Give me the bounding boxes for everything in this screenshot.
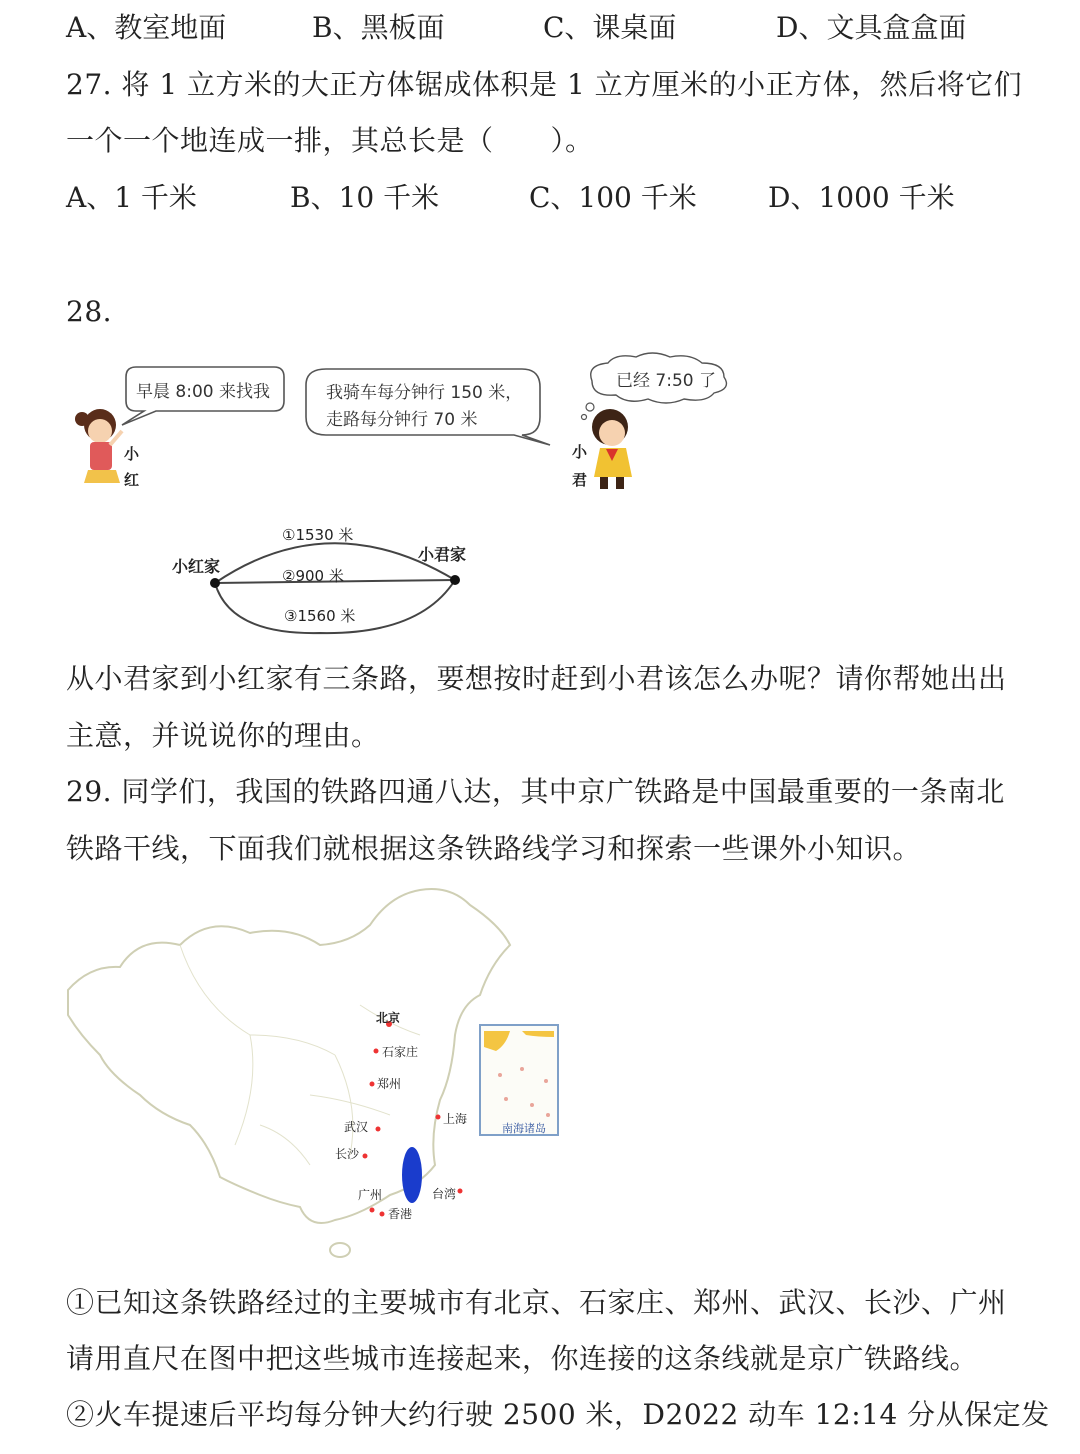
- q26-option-b: B、黑板面: [312, 11, 445, 44]
- q28-question-line2: 主意，并说说你的理由。: [66, 719, 380, 752]
- q27-option-d: D、1000 千米: [768, 181, 955, 214]
- q27-option-b: B、10 千米: [290, 181, 440, 214]
- q27-stem-line1: 27. 将 1 立方米的大正方体锯成体积是 1 立方厘米的小正方体，然后将它们: [66, 68, 1023, 101]
- city-zhengzhou: 郑州: [377, 1077, 402, 1091]
- q26-option-c: C、课桌面: [543, 11, 677, 44]
- fujian-highlight: [402, 1147, 422, 1203]
- city-shijiazhuang: 石家庄: [382, 1045, 419, 1059]
- map-outline: [68, 889, 510, 1223]
- home-jun-label: 小君家: [418, 545, 467, 564]
- bubble-hong-text: 早晨 8:00 来找我: [136, 382, 270, 402]
- q27-stem-line2: 一个一个地连成一排，其总长是（ ）。: [66, 124, 594, 157]
- name-jun-2: 君: [572, 471, 588, 489]
- city-taiwan: 台湾: [432, 1187, 457, 1201]
- city-changsha: 长沙: [335, 1147, 360, 1161]
- home-hong-label: 小红家: [172, 557, 221, 576]
- route-2-label: ②900 米: [282, 567, 344, 585]
- q26-option-d: D、文具盒盒面: [776, 11, 967, 44]
- xiaohong-figure: [75, 409, 122, 483]
- q27-option-c: C、100 千米: [529, 181, 697, 214]
- city-guangzhou: 广州: [358, 1188, 383, 1202]
- route-3-label: ③1560 米: [284, 607, 356, 625]
- city-shanghai: 上海: [443, 1112, 468, 1126]
- name-jun-1: 小: [572, 443, 588, 461]
- bubble-speed-line1: 我骑车每分钟行 150 米，: [326, 383, 523, 403]
- home-jun-dot: [450, 575, 460, 585]
- q29-stem-line1: 29. 同学们，我国的铁路四通八达，其中京广铁路是中国最重要的一条南北: [66, 775, 1005, 808]
- city-beijing: 北京: [376, 1011, 401, 1025]
- city-wuhan: 武汉: [344, 1120, 369, 1134]
- home-hong-dot: [210, 578, 220, 588]
- q28-illustration: [60, 345, 760, 645]
- city-xianggang: 香港: [388, 1207, 413, 1221]
- name-hong-2: 红: [124, 471, 140, 489]
- q29-stem-line2: 铁路干线，下面我们就根据这条铁路线学习和探索一些课外小知识。: [66, 832, 922, 865]
- nanhai-label: 南海诸岛: [502, 1122, 546, 1135]
- q29-sub2-line1: ②火车提速后平均每分钟大约行驶 2500 米，D2022 动车 12:14 分从保定发: [66, 1398, 1050, 1431]
- q27-option-a: A、1 千米: [66, 181, 197, 214]
- bubble-speed-line2: 走路每分钟行 70 米: [326, 410, 478, 430]
- q28-number: 28.: [66, 295, 113, 328]
- bubble-speed: [306, 369, 550, 445]
- q28-question-line1: 从小君家到小红家有三条路，要想按时赶到小君该怎么办呢？请你帮她出出: [66, 662, 1007, 695]
- q29-sub1-line2: 请用直尺在图中把这些城市连接起来，你连接的这条线就是京广铁路线。: [66, 1342, 979, 1375]
- q29-sub1-line1: ①已知这条铁路经过的主要城市有北京、石家庄、郑州、武汉、长沙、广州: [66, 1286, 1007, 1319]
- china-map: [60, 885, 580, 1265]
- xiaojun-figure: [592, 409, 632, 489]
- route-1-label: ①1530 米: [282, 526, 354, 544]
- name-hong-1: 小: [124, 445, 140, 463]
- q26-option-a: A、教室地面: [66, 11, 227, 44]
- bubble-jun-text: 已经 7:50 了: [616, 371, 716, 391]
